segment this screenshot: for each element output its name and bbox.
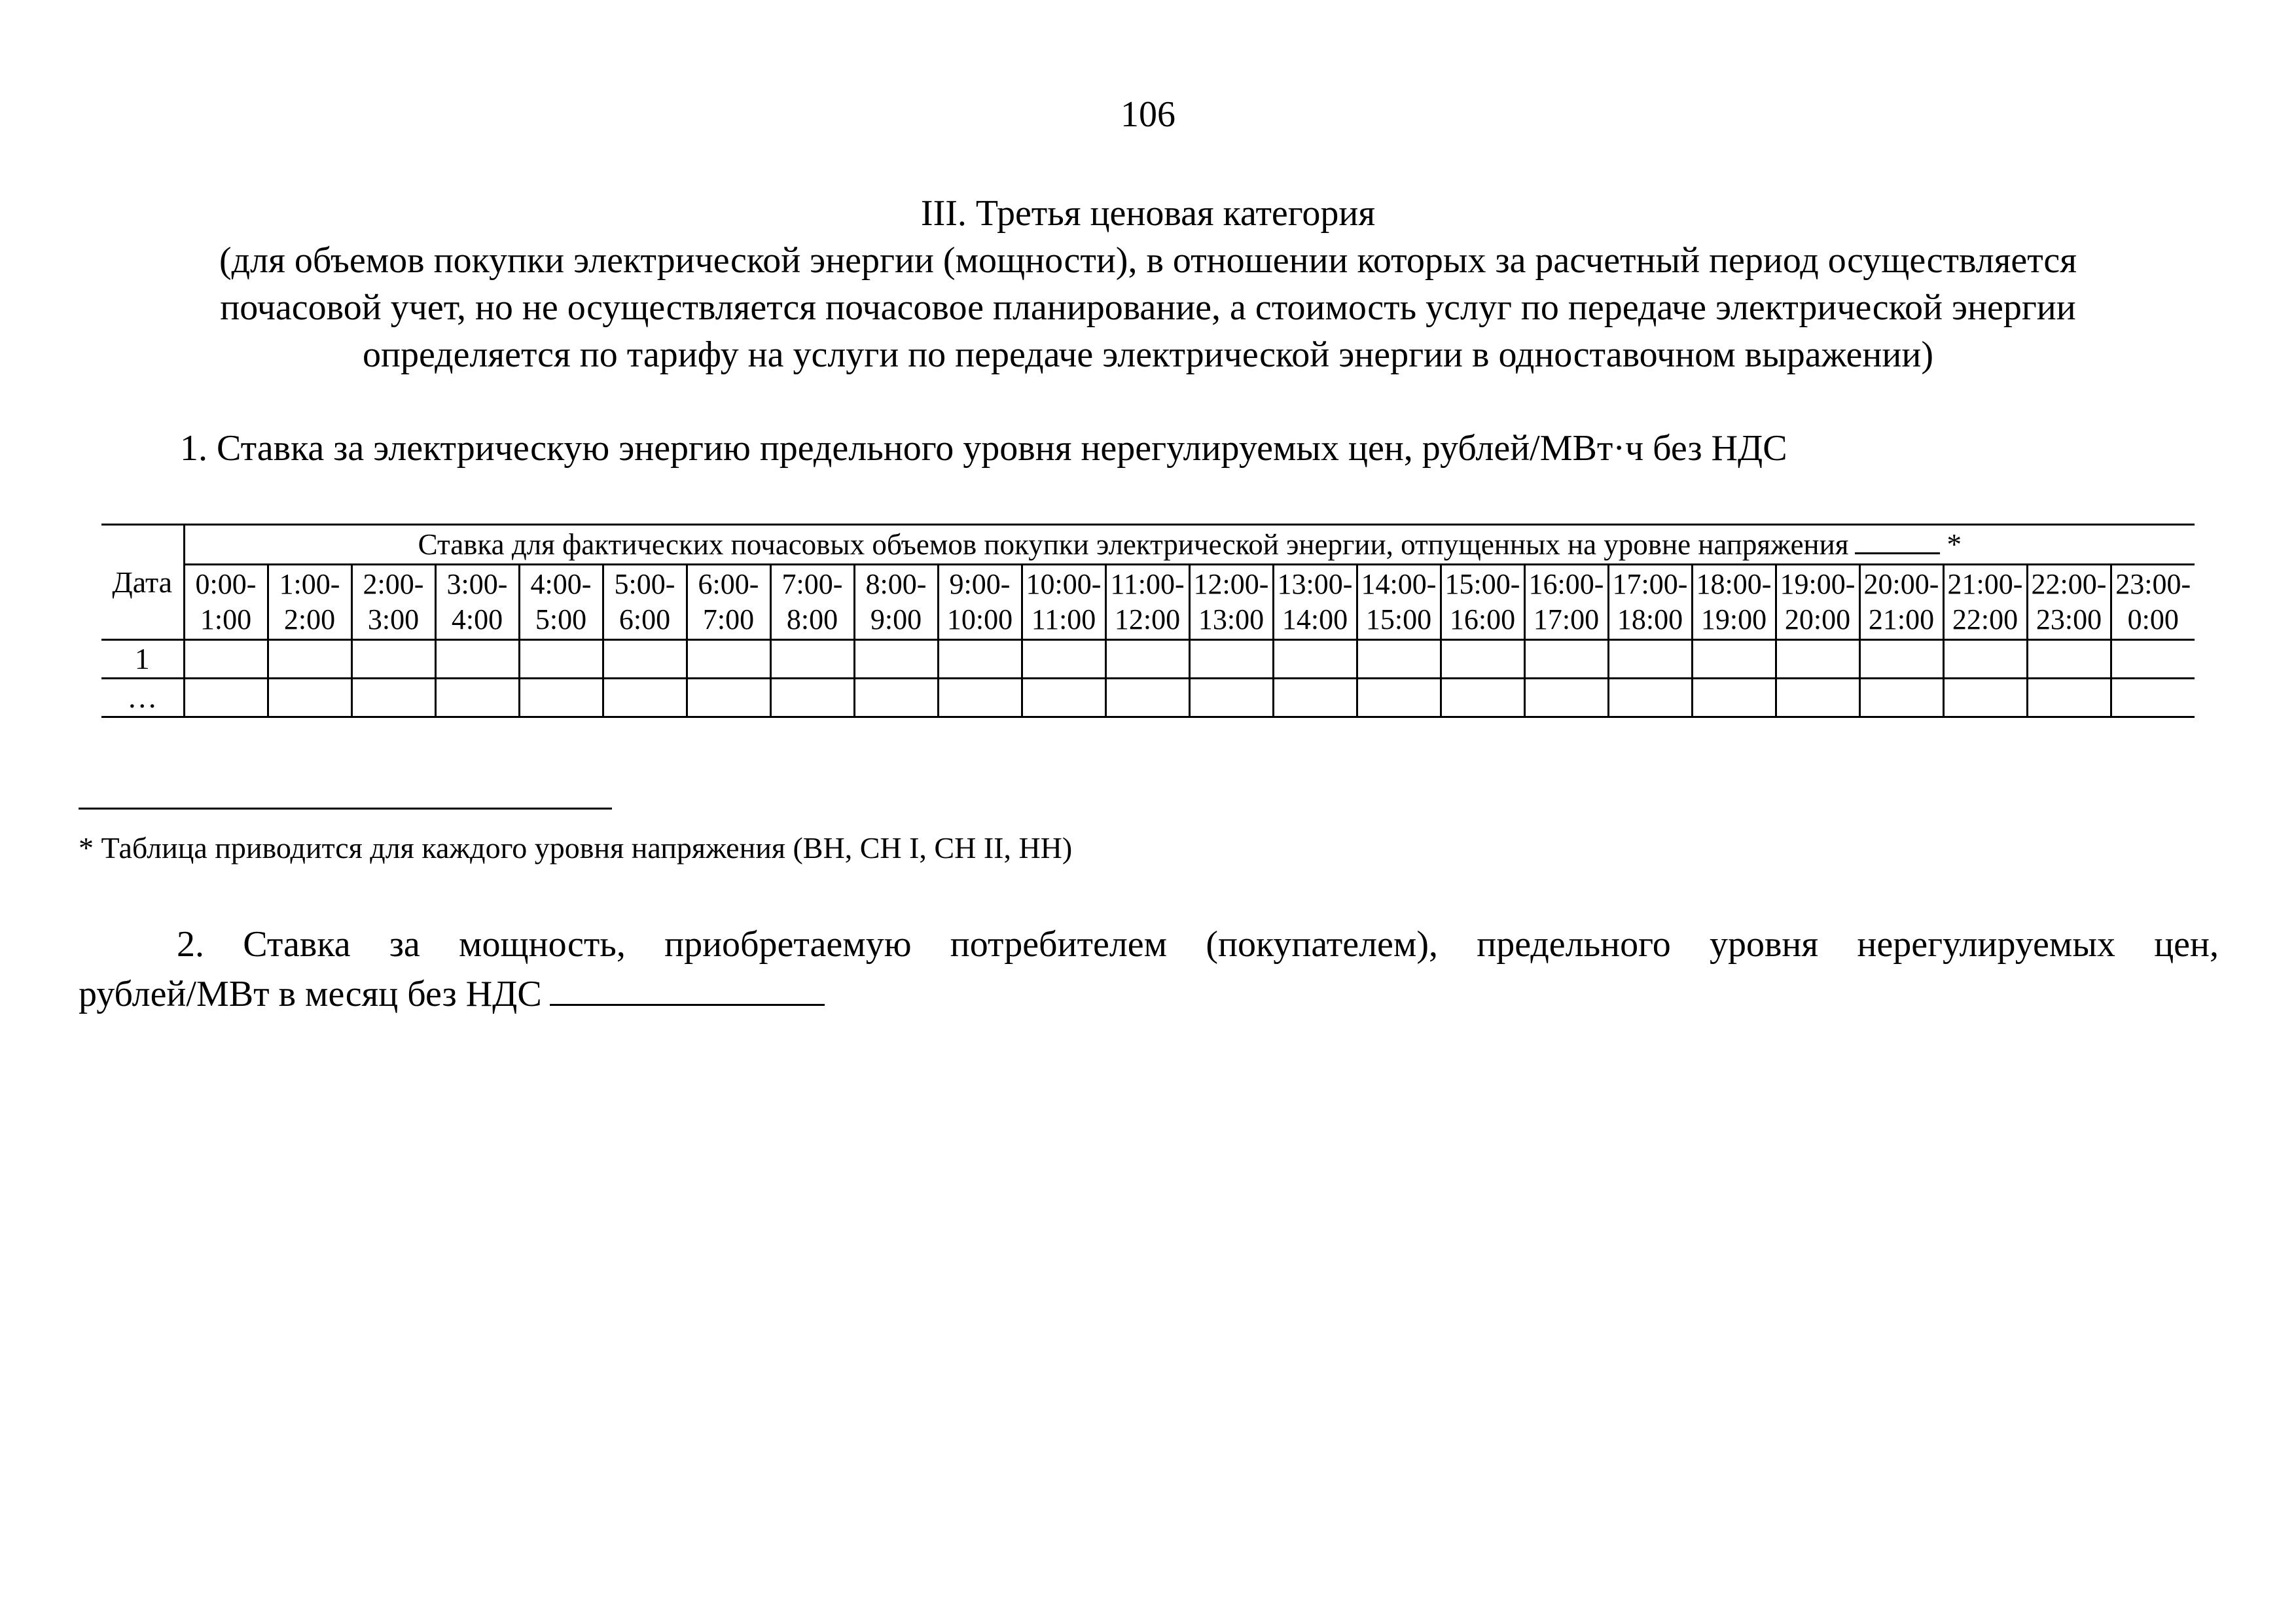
rate-value-cell [1105,640,1189,679]
hour-column-header [770,565,854,640]
category-description-line-2: почасовой учет, но не осуществляется почасовое планирование, а стоимость услуг по передаче электрической энергии [220,287,2076,328]
hour-from: 6:00- [698,568,759,600]
hour-from: 22:00- [2031,568,2107,600]
hour-from: 7:00- [781,568,843,600]
rate-value-cell [1692,640,1776,679]
section-2-line-1: 2. Ставка за мощность, приобретаемую потребителем (покупателем), предельного уровня нерегулируемых цен, [177,924,2219,965]
footnote-mark: * [1946,528,1962,561]
rate-value-cell [1189,679,1273,717]
rate-value-cell [1441,640,1524,679]
hour-column-header [1776,565,1859,640]
hour-to: 21:00 [1868,603,1935,635]
hour-from: 1:00- [279,568,340,600]
rate-value-cell [1273,679,1357,717]
rate-value-cell [1859,640,1943,679]
rate-value-cell [1273,640,1357,679]
hour-to: 1:00 [200,603,252,635]
section-2 [79,919,2219,1019]
rate-value-cell [603,640,687,679]
rate-value-cell [351,640,435,679]
rate-value-cell [1357,640,1441,679]
table-header-row-1 [101,525,2195,565]
rate-value-cell [1105,679,1189,717]
rate-value-cell [184,640,268,679]
voltage-level-blank [1855,527,1940,554]
rate-value-cell [687,679,770,717]
rate-value-cell [854,640,938,679]
hour-to: 11:00 [1031,603,1096,635]
hour-column-header [435,565,519,640]
rate-value-cell [519,640,603,679]
capacity-rate-blank [550,971,825,1006]
hour-column-header [1022,565,1105,640]
rate-value-cell [770,640,854,679]
rate-value-cell [2111,679,2195,717]
rate-value-cell [351,679,435,717]
hour-to: 0:00 [2127,603,2179,635]
rate-value-cell [435,679,519,717]
hour-from: 14:00- [1361,568,1437,600]
footnote-divider [79,808,612,810]
hour-column-header [1273,565,1357,640]
rate-value-cell [770,679,854,717]
hour-to: 10:00 [946,603,1013,635]
hour-column-header [2027,565,2111,640]
hour-to: 9:00 [870,603,922,635]
hour-column-header [1357,565,1441,640]
hour-column-header [1859,565,1943,640]
rate-value-cell [435,640,519,679]
hour-to: 4:00 [451,603,503,635]
rate-value-cell [519,679,603,717]
hour-column-header [1608,565,1692,640]
rate-value-cell [1022,679,1105,717]
rate-value-cell [1943,640,2027,679]
hour-to: 2:00 [283,603,336,635]
hour-from: 23:00- [2115,568,2191,600]
rate-value-cell [1776,679,1859,717]
rate-value-cell [1859,679,1943,717]
rate-value-cell [938,679,1022,717]
hour-column-header [1441,565,1524,640]
rate-value-cell [938,640,1022,679]
hour-column-header [519,565,603,640]
hour-to: 23:00 [2036,603,2102,635]
hour-from: 20:00- [1863,568,1939,600]
hour-column-header [1189,565,1273,640]
hour-to: 14:00 [1282,603,1348,635]
hour-from: 4:00- [530,568,592,600]
page-number: 106 [1121,94,1175,135]
rate-value-cell [1608,640,1692,679]
hour-to: 20:00 [1784,603,1851,635]
hour-from: 11:00- [1110,568,1185,600]
hour-column-header [938,565,1022,640]
section-1-title: 1. Ставка за электрическую энергию предельного уровня нерегулируемых цен, рублей/МВт·ч без НДС [180,428,1787,469]
hour-from: 0:00- [195,568,257,600]
hour-to: 16:00 [1449,603,1516,635]
footnote: * Таблица приводится для каждого уровня напряжения (ВН, СН I, СН II, НН) [79,831,1073,865]
rate-value-cell [1189,640,1273,679]
hour-to: 6:00 [619,603,671,635]
category-description-line-3: определяется по тарифу на услуги по передаче электрической энергии в одноставочном выражении) [363,334,1933,375]
rate-value-cell [2111,640,2195,679]
rate-value-cell [854,679,938,717]
rate-span-header [184,525,2195,565]
hour-column-header [1524,565,1608,640]
rate-value-cell [1441,679,1524,717]
rate-value-cell [268,679,351,717]
category-title: III. Третья ценовая категория [920,193,1376,234]
hour-from: 2:00- [363,568,424,600]
rate-value-cell [1692,679,1776,717]
hour-column-header [268,565,351,640]
hour-from: 5:00- [614,568,675,600]
hour-to: 15:00 [1365,603,1432,635]
hour-from: 13:00- [1277,568,1353,600]
rate-value-cell [1608,679,1692,717]
rate-value-cell [1524,640,1608,679]
rate-value-cell [2027,679,2111,717]
date-column-header: Дата [101,525,184,640]
section-heading [105,190,2191,378]
hour-to: 7:00 [702,603,755,635]
rate-value-cell [1022,640,1105,679]
hour-to: 17:00 [1533,603,1600,635]
hour-column-header [351,565,435,640]
hour-from: 15:00- [1444,568,1520,600]
hour-to: 5:00 [535,603,587,635]
rate-value-cell [603,679,687,717]
hour-column-header [687,565,770,640]
category-description-line-1: (для объемов покупки электрической энергии (мощности), в отношении которых за расчетный период осуществляется [219,240,2077,281]
hour-from: 9:00- [949,568,1011,600]
rate-value-cell [1776,640,1859,679]
hour-column-header [854,565,938,640]
hour-from: 21:00- [1947,568,2023,600]
row-date-cell: … [101,679,184,717]
hour-from: 10:00- [1026,568,1102,600]
hour-from: 12:00- [1193,568,1269,600]
hour-from: 3:00- [446,568,508,600]
hour-to: 13:00 [1198,603,1265,635]
hour-to: 22:00 [1952,603,2018,635]
hour-from: 19:00- [1780,568,1856,600]
rate-value-cell [1357,679,1441,717]
hour-column-header [2111,565,2195,640]
hour-from: 17:00- [1612,568,1688,600]
rate-span-header-text: Ставка для фактических почасовых объемов покупки электрической энергии, отпущенных на уровне напряжения [418,528,1849,561]
rate-value-cell [2027,640,2111,679]
hour-to: 18:00 [1617,603,1683,635]
rate-value-cell [687,640,770,679]
table-header-row-2 [101,565,2195,640]
rate-table [101,524,2195,718]
hour-column-header [1943,565,2027,640]
table-row [101,640,2195,679]
hour-column-header [1692,565,1776,640]
hour-to: 8:00 [786,603,838,635]
hour-to: 19:00 [1700,603,1767,635]
rate-value-cell [268,640,351,679]
table-row [101,679,2195,717]
hour-from: 16:00- [1528,568,1604,600]
rate-value-cell [1524,679,1608,717]
hour-to: 12:00 [1114,603,1181,635]
hour-from: 18:00- [1696,568,1772,600]
section-2-line-2: рублей/МВт в месяц без НДС [79,974,542,1014]
hour-to: 3:00 [367,603,420,635]
hour-column-header [603,565,687,640]
rate-value-cell [184,679,268,717]
row-date-cell: 1 [101,640,184,679]
rate-value-cell [1943,679,2027,717]
hour-from: 8:00- [865,568,927,600]
hour-column-header [184,565,268,640]
hour-column-header [1105,565,1189,640]
